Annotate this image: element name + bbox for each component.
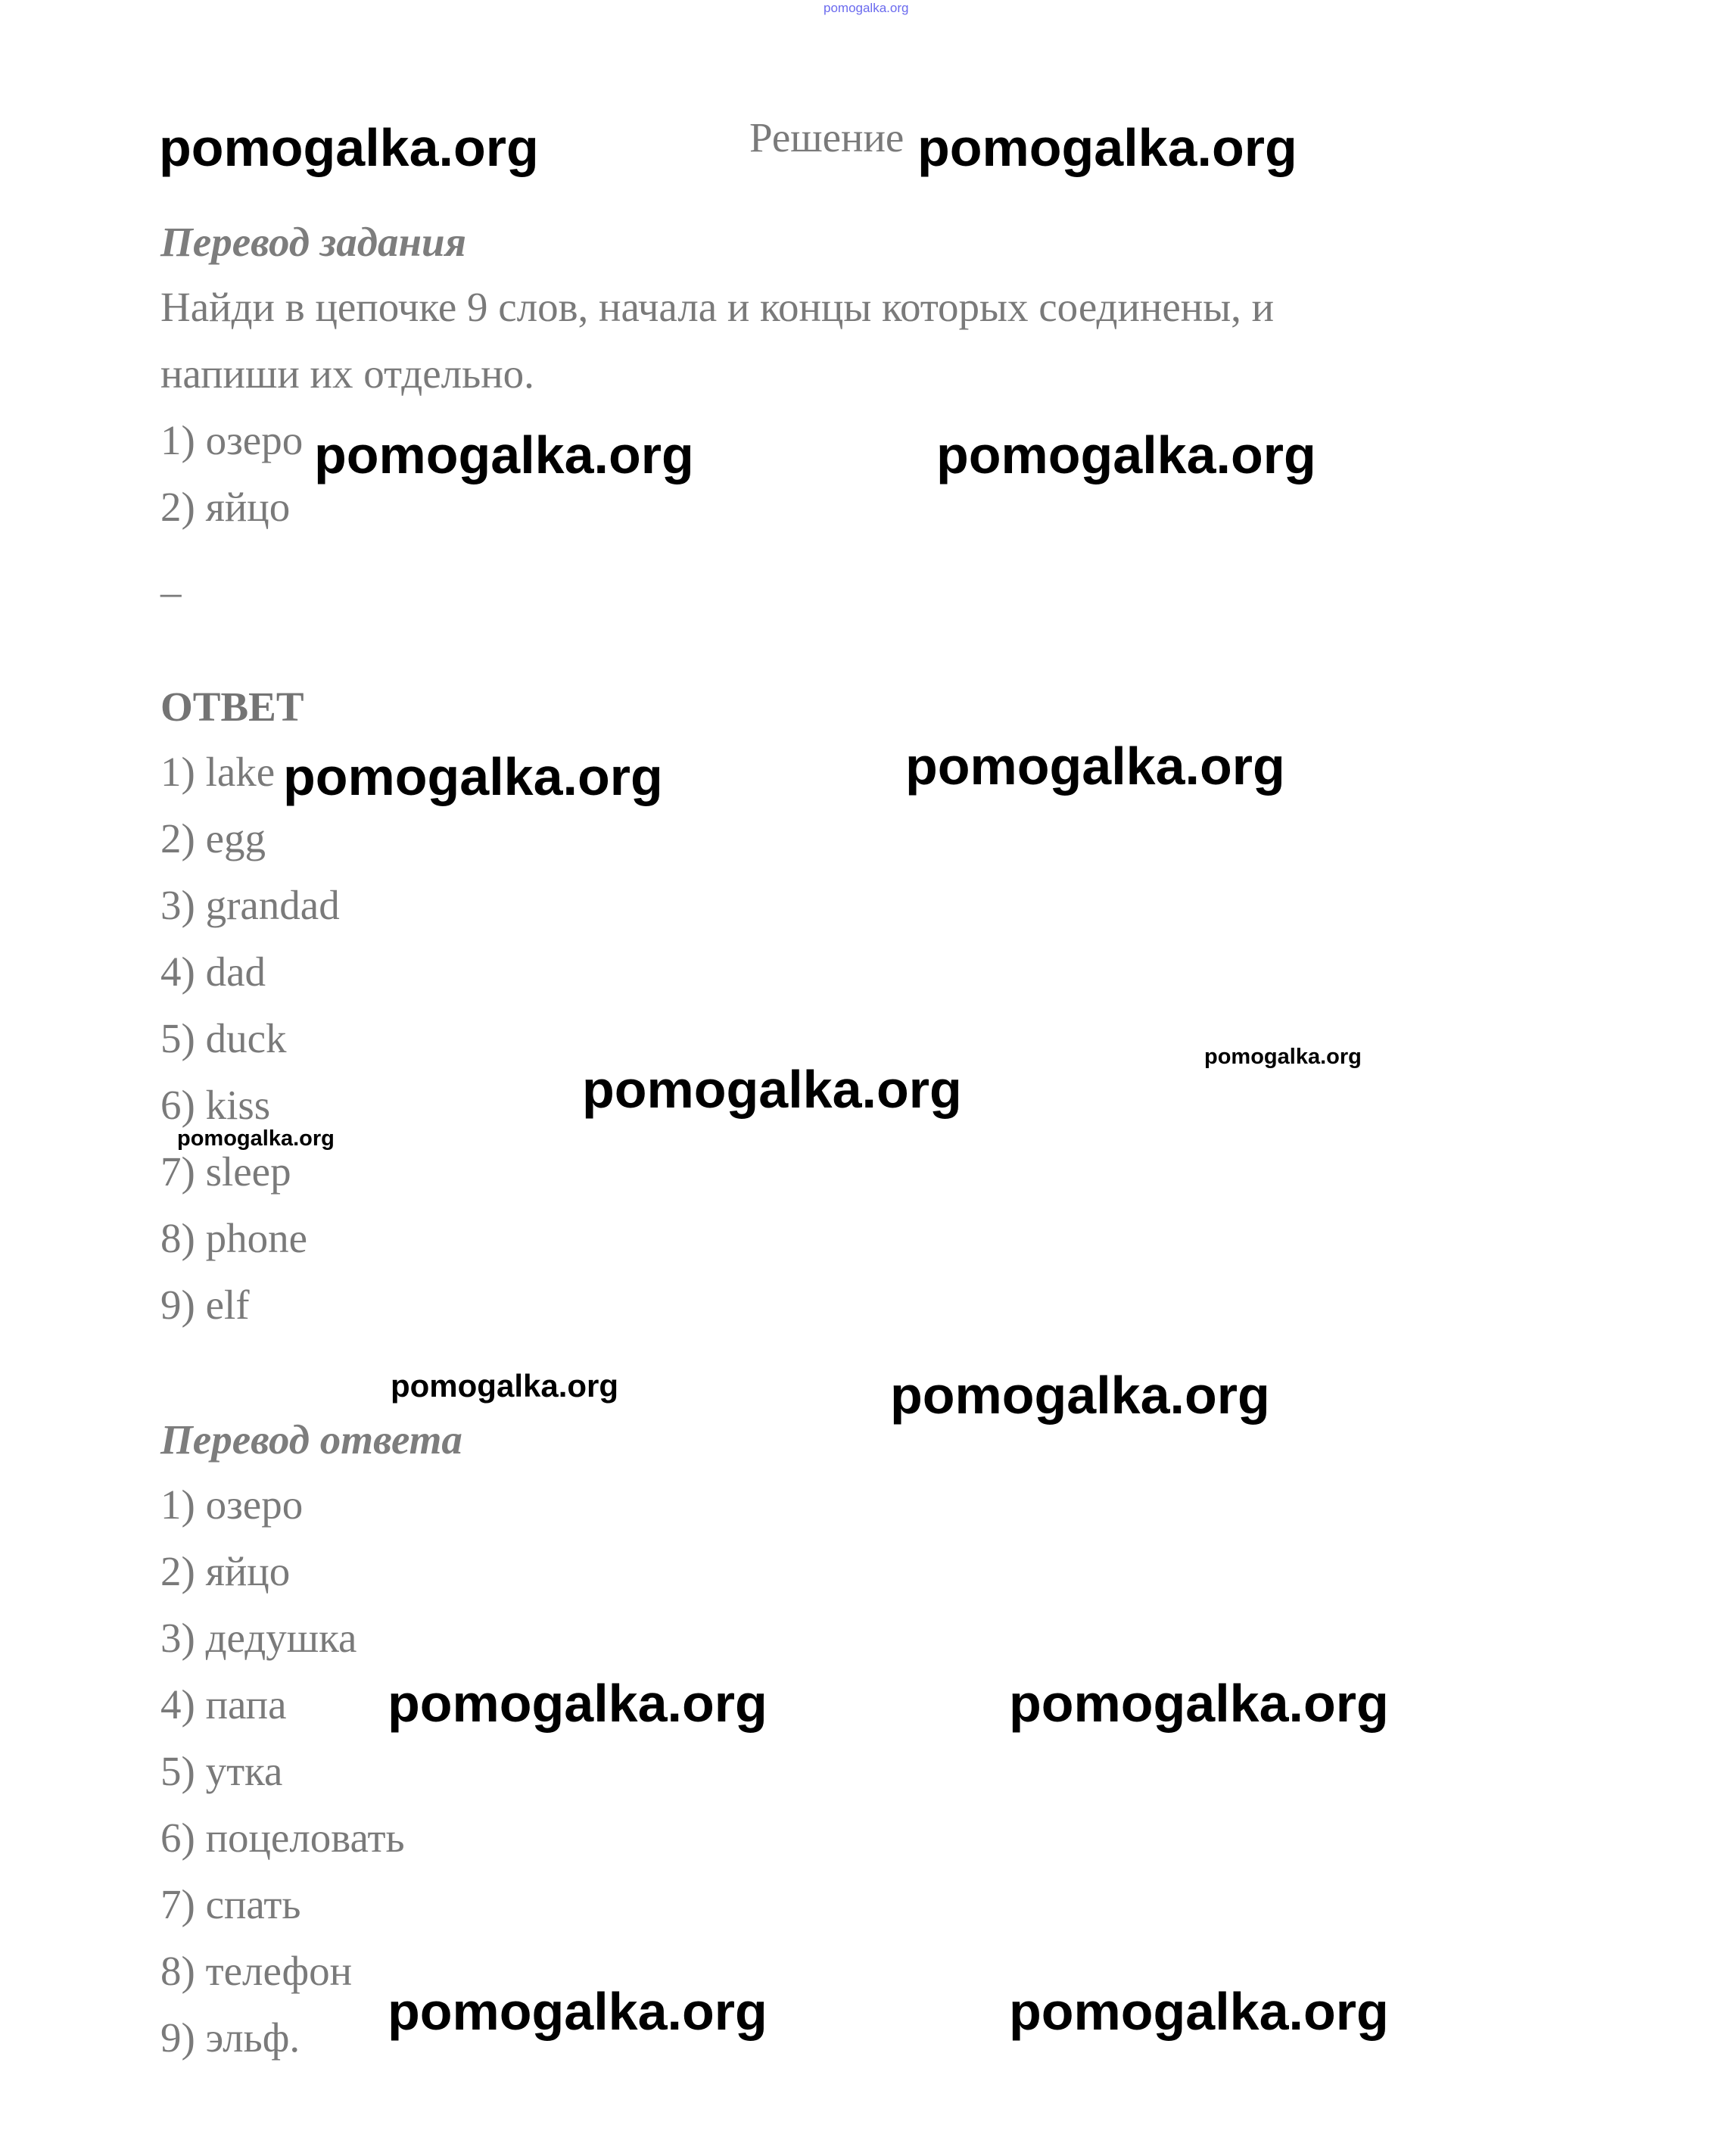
answer-translation-item: 9) эльф. <box>160 2014 300 2061</box>
answer-translation-item: 5) утка <box>160 1748 283 1794</box>
watermark: pomogalka.org <box>890 1366 1270 1425</box>
answer-translation-item: 1) озеро <box>160 1481 304 1528</box>
answer-item: 2) egg <box>160 815 266 861</box>
answer-translation-heading: Перевод ответа <box>160 1416 462 1463</box>
answer-item: 8) phone <box>160 1215 307 1261</box>
answer-item: 3) grandad <box>160 882 340 928</box>
watermark: pomogalka.org <box>1204 1045 1362 1069</box>
watermark: pomogalka.org <box>283 747 663 806</box>
answer-item: 7) sleep <box>160 1148 291 1195</box>
answer-item: 6) kiss <box>160 1082 271 1128</box>
answer-translation-item: 7) спать <box>160 1881 301 1927</box>
watermark: pomogalka.org <box>905 737 1285 796</box>
answer-translation-item: 6) поцеловать <box>160 1815 405 1861</box>
watermark: pomogalka.org <box>314 425 694 484</box>
task-item: 1) озеро <box>160 417 304 463</box>
answer-translation-item: 4) папа <box>160 1681 287 1728</box>
watermark: pomogalka.org <box>388 1982 768 2041</box>
task-heading: Перевод задания <box>160 219 466 265</box>
answer-item: 9) elf <box>160 1282 250 1328</box>
answer-item: 4) dad <box>160 949 266 995</box>
task-text-line-2: напиши их отдельно. <box>160 351 534 397</box>
answer-translation-item: 2) яйцо <box>160 1548 291 1594</box>
task-item: 2) яйцо <box>160 484 291 530</box>
answer-heading: ОТВЕТ <box>160 684 304 730</box>
watermark: pomogalka.org <box>1009 1982 1389 2041</box>
task-text-line-1: Найди в цепочке 9 слов, начала и концы которых соединены, и <box>160 284 1275 330</box>
answer-item: 5) duck <box>160 1015 287 1061</box>
top-watermark: pomogalka.org <box>824 1 909 15</box>
watermark: pomogalka.org <box>177 1126 335 1151</box>
answer-translation-item: 3) дедушка <box>160 1615 357 1661</box>
watermark: pomogalka.org <box>582 1060 962 1119</box>
dash-separator: – <box>160 569 182 615</box>
watermark: pomogalka.org <box>1009 1674 1389 1733</box>
watermark: pomogalka.org <box>917 118 1297 177</box>
watermark: pomogalka.org <box>936 425 1316 484</box>
watermark: pomogalka.org <box>391 1368 619 1404</box>
answer-translation-item: 8) телефон <box>160 1948 353 1994</box>
watermark: pomogalka.org <box>388 1674 768 1733</box>
watermark: pomogalka.org <box>159 118 539 177</box>
answer-item: 1) lake <box>160 749 276 795</box>
page-title: Решение <box>749 114 905 160</box>
